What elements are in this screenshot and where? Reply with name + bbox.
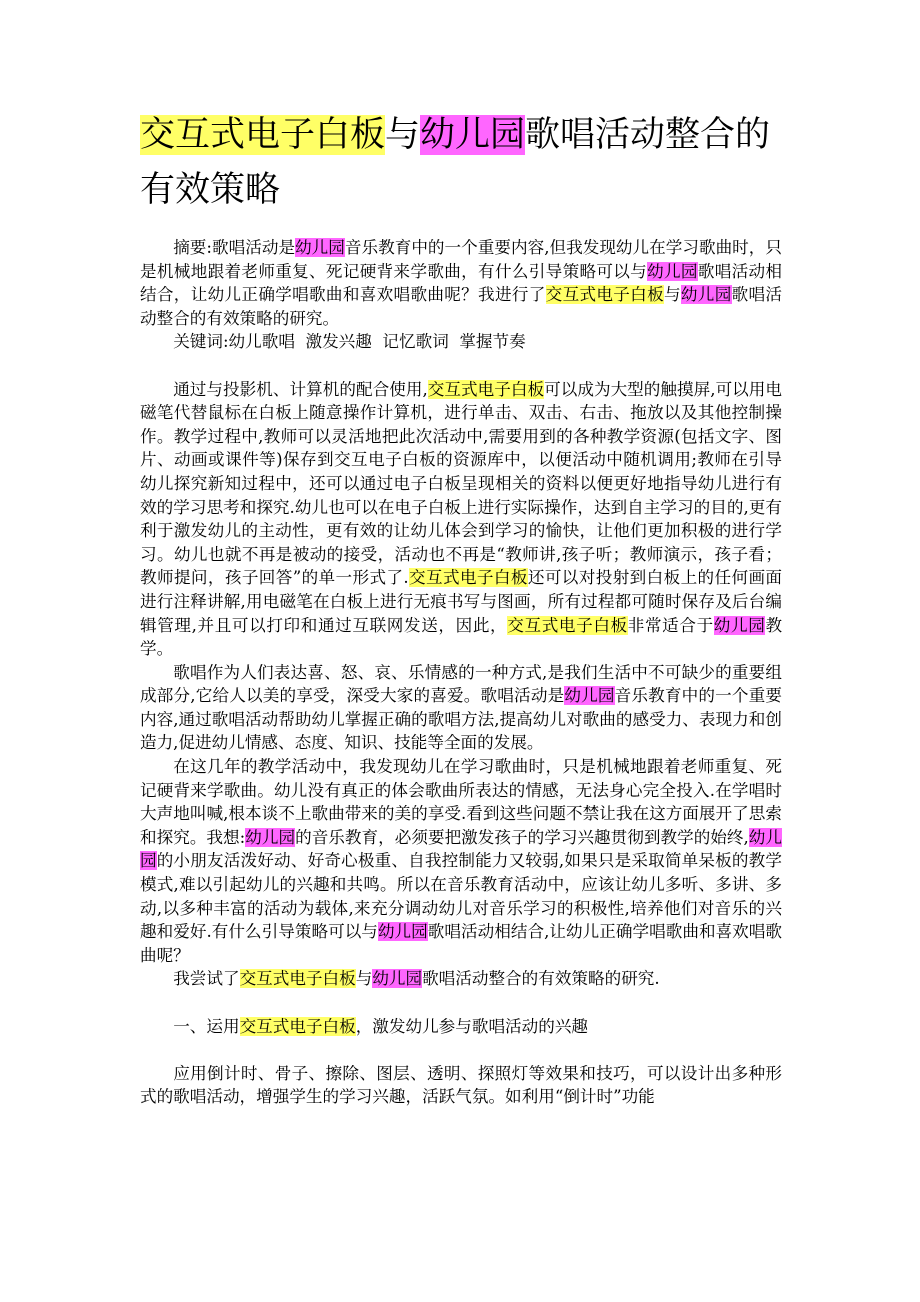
highlight-term: 交互式电子白板 (408, 568, 528, 588)
document-title: 交互式电子白板与幼儿园歌唱活动整合的有效策略 (140, 115, 771, 210)
highlight-term: 幼儿园 (713, 615, 766, 635)
body-paragraph: 通过与投影机、计算机的配合使用,交互式电子白板可以成为大型的触摸屏,可以用电磁笔代替鼠标在白板上随意操作计算机，进行单击、双击、右击、拖放以及其他控制操作。教学过程中,教师可以灵活地把此次活动中,需要用到的各种教学资源(包括文字、图片、动画或课件等)保存到交互电子白板的资源库中，以便活动中随机调用;教师在引导幼儿探究新知过程中，还可以通过电子白板呈现相关的资料以便更好地指导幼儿进行有效的学习思考和探究.幼儿也可以在电子白板上进行实际操作，达到自主学习的目的,更有利于激发幼儿的主动性，更有效的让幼儿体会到学习的愉快，让他们更加积极的进行学习。幼儿也就不再是被动的接受，活动也不再是“教师讲,孩子听；教师演示，孩子看；教师提问，孩子回答”的单一形式了.交互式电子白板还可以对投射到白板上的任何画面进行注释讲解,用电磁笔在白板上进行无痕书写与图画，所有过程都可随时保存及后台编辑管理,并且可以打印和通过互联网发送，因此，交互式电子白板非常适合于幼儿园教学。 (140, 379, 783, 659)
highlight-term: 幼儿园 (372, 969, 423, 989)
body-paragraph: 我尝试了交互式电子白板与幼儿园歌唱活动整合的有效策略的研究. (173, 969, 660, 989)
body-paragraph: 在这几年的教学活动中，我发现幼儿在学习歌曲时，只是机械地跟着老师重复、死记硬背来学歌曲。幼儿没有真正的体会歌曲所表达的情感，无法身心完全投入.在学唱时大声地叫喊,根本谈不上歌曲带来的美的享受.看到这些问题不禁让我在这方面展开了思索和探究。我想:幼儿园的音乐教育，必须要把激发孩子的学习兴趣贯彻到教学的始终,幼儿园的小朋友活泼好动、好奇心极重、自我控制能力又较弱,如果只是采取简单呆板的教学模式,难以引起幼儿的兴趣和共鸣。所以在音乐教育活动中，应该让幼儿多听、多讲、多动,以多种丰富的活动为载体,来充分调动幼儿对音乐学习的积极性,培养他们对音乐的兴趣和爱好.有什么引导策略可以与幼儿园歌唱活动相结合,让幼儿正确学唱歌曲和喜欢唱歌曲呢？ (140, 757, 783, 965)
highlight-term: 幼儿园 (377, 922, 428, 942)
section-heading: 一、运用交互式电子白板，激发幼儿参与歌唱活动的兴趣 (173, 1016, 589, 1036)
document-page (140, 108, 782, 1109)
highlight-term: 交互式电子白板 (507, 615, 628, 635)
highlight-term: 交互式电子白板 (239, 969, 356, 989)
spacer (140, 354, 782, 378)
body-paragraph: 歌唱作为人们表达喜、怒、哀、乐情感的一种方式,是我们生活中不可缺少的重要组成部分,它给人以美的享受，深受大家的喜爱。歌唱活动是幼儿园音乐教育中的一个重要内容,通过歌唱活动帮助幼儿掌握正确的歌唱方法,提高幼儿对歌曲的感受力、表现力和创造力,促进幼儿情感、态度、知识、技能等全面的发展。 (140, 662, 783, 753)
highlight-term: 幼儿园 (140, 827, 783, 871)
highlight-term: 交互式电子白板 (545, 285, 664, 305)
highlight-term: 幼儿园 (647, 261, 698, 281)
spacer (140, 991, 782, 1015)
highlight-term: 幼儿园 (680, 285, 732, 305)
highlight-term: 幼儿园 (564, 686, 615, 706)
abstract-paragraph: 摘要:歌唱活动是幼儿园音乐教育中的一个重要内容,但我发现幼儿在学习歌曲时，只是机械地跟着老师重复、死记硬背来学歌曲，有什么引导策略可以与幼儿园歌唱活动相结合，让幼儿正确学唱歌曲和喜欢唱歌曲呢？我进行了交互式电子白板与幼儿园歌唱活动整合的有效策略的研究。 (140, 238, 783, 328)
highlight-term: 幼儿园 (245, 827, 296, 847)
document-body (140, 236, 782, 1109)
highlight-term: 交互式电子白板 (427, 379, 545, 399)
highlight-term: 幼儿园 (420, 115, 526, 155)
body-paragraph: 应用倒计时、骨子、擦除、图层、透明、探照灯等效果和技巧，可以设计出多种形式的歌唱活动，增强学生的学习兴趣，活跃气氛。如利用“倒计时”功能 (140, 1063, 782, 1107)
spacer (140, 1038, 782, 1062)
keywords-line: 关键词:幼儿歌唱 激发兴趣 记忆歌词 掌握节奏 (173, 332, 526, 352)
highlight-term: 交互式电子白板 (239, 1016, 356, 1036)
highlight-term: 交互式电子白板 (140, 115, 386, 155)
highlight-term: 幼儿园 (295, 238, 345, 257)
